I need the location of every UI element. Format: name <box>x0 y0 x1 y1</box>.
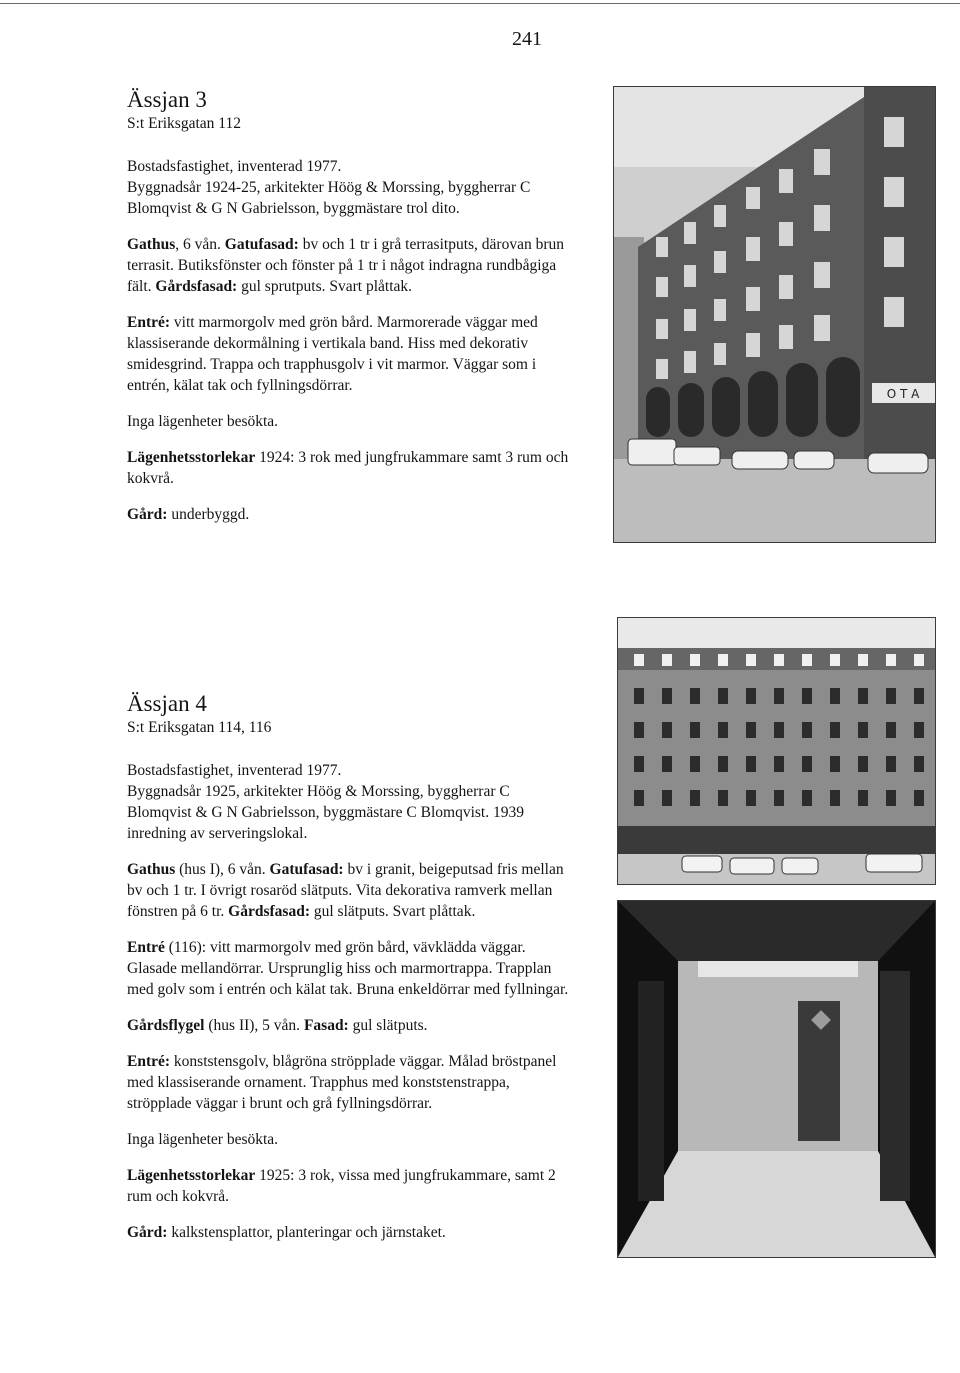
photo-facade-assjan-4 <box>617 617 936 885</box>
entry-body <box>127 760 577 1243</box>
page-top-rule <box>0 3 960 4</box>
interior-photo-drawing <box>618 901 935 1257</box>
paragraph-text: bv och 1 tr i grå terrasitputs, därovan brun terrasit. Butiksfönster och fönster på 1 tr i något indragna rundbågiga fält. <box>127 236 564 295</box>
bold-term: Gathus <box>127 236 176 253</box>
facade-photo-drawing <box>614 87 935 542</box>
paragraph-text: gul sprutputs. Svart plåttak. <box>237 278 413 295</box>
paragraph-text: bv i granit, beigeputsad fris mellan bv och 1 tr. I övrigt rosaröd slätputs. Vita dekorativa ramverk mellan fönstren på 6 tr. <box>127 861 564 920</box>
entry-title: Ässjan 4 <box>127 691 207 716</box>
paragraph-text: gul slätputs. Svart plåttak. <box>310 903 476 920</box>
bold-term: Gårdsflygel <box>127 1017 205 1034</box>
entry-address: S:t Eriksgatan 114, 116 <box>127 719 272 736</box>
bold-term: Gathus <box>127 861 176 878</box>
entry-paragraph <box>127 504 577 525</box>
entry-paragraph <box>127 760 577 844</box>
paragraph-text: kalkstensplattor, planteringar och järnstaket. <box>167 1224 446 1241</box>
paragraph-text: Bostadsfastighet, inventerad 1977. <box>127 158 342 175</box>
bold-term: Fasad: <box>303 1017 349 1034</box>
bold-term: Lägenhetsstorlekar <box>127 449 256 466</box>
entry-paragraph <box>127 1015 577 1036</box>
paragraph-text: (116): vitt marmorgolv med grön bård, vävklädda väggar. Glasade mellandörrar. Ursprunglig hiss och marmortrappa. Trapplan med golv som i entrén och kälat tak. Bruna enkeldörrar med fyllningar. <box>127 939 569 998</box>
entry-paragraph <box>127 1222 577 1243</box>
entry-paragraph <box>127 937 577 1000</box>
bold-term: Entré <box>127 939 165 956</box>
entry-paragraph <box>127 859 577 922</box>
bold-term: Gårdsfasad: <box>228 903 310 920</box>
bold-term: Entré: <box>127 314 171 331</box>
entry-paragraph <box>127 234 577 297</box>
facade-photo-drawing <box>618 618 935 884</box>
paragraph-text: (hus I), 6 vån. <box>175 861 270 878</box>
entry-paragraph <box>127 1129 577 1150</box>
bold-term: Entré: <box>127 1053 171 1070</box>
bold-term: Gårdsfasad: <box>155 278 238 295</box>
paragraph-text: Byggnadsår 1924-25, arkitekter Höög & Morssing, byggherrar C Blomqvist & G N Gabrielsson, byggmästare trol dito. <box>127 179 531 217</box>
paragraph-text: vitt marmorgolv med grön bård. Marmorerade väggar med klassiserande dekormålning i vertikala band. Hiss med dekorativ smidesgrind. Trappa och trapphusgolv i vit marmor. Väggar som i entrén, kälat tak och fyllningsdörrar. <box>127 314 538 394</box>
paragraph-text: , 6 vån. <box>175 236 225 253</box>
paragraph-text: konststensgolv, blågröna ströpplade väggar. Målad bröstpanel med klassiserande ornament. Trapphus med konststenstrappa, ströpplade väggar i brunt och grå fyllningsdörrar. <box>127 1053 557 1112</box>
entry-paragraph <box>127 1165 577 1207</box>
bold-term: Gård: <box>127 506 168 523</box>
entry-paragraph <box>127 156 577 219</box>
paragraph-text: Inga lägenheter besökta. <box>127 1131 279 1148</box>
paragraph-text: 1924: 3 rok med jungfrukammare samt 3 rum och kokvrå. <box>127 449 569 487</box>
photo-entrance-interior <box>617 900 936 1258</box>
entry-paragraph <box>127 312 577 396</box>
bold-term: Lägenhetsstorlekar <box>127 1167 256 1184</box>
entry-assjan-4 <box>127 690 577 1258</box>
bold-term: Gatufasad: <box>269 861 344 878</box>
bold-term: Gatufasad: <box>224 236 299 253</box>
entry-paragraph <box>127 411 577 432</box>
paragraph-text: 1925: 3 rok, vissa med jungfrukammare, samt 2 rum och kokvrå. <box>127 1167 556 1205</box>
entry-title: Ässjan 3 <box>127 87 207 112</box>
paragraph-text: (hus II), 5 vån. <box>204 1017 304 1034</box>
entry-body <box>127 156 577 525</box>
entry-assjan-3 <box>127 86 577 540</box>
paragraph-text: gul slätputs. <box>348 1017 428 1034</box>
entry-paragraph <box>127 447 577 489</box>
entry-address: S:t Eriksgatan 112 <box>127 115 241 132</box>
entry-paragraph <box>127 1051 577 1114</box>
paragraph-text: Inga lägenheter besökta. <box>127 413 279 430</box>
page-number: 241 <box>512 28 542 50</box>
paragraph-text: underbyggd. <box>167 506 250 523</box>
paragraph-text: Bostadsfastighet, inventerad 1977. <box>127 762 342 779</box>
paragraph-text: Byggnadsår 1925, arkitekter Höög & Morssing, byggherrar C Blomqvist & G N Gabrielsson, byggmästare C Blomqvist. 1939 inredning av serveringslokal. <box>127 783 524 842</box>
shop-sign-text: O T A <box>886 387 920 401</box>
photo-facade-assjan-3 <box>613 86 936 543</box>
bold-term: Gård: <box>127 1224 168 1241</box>
